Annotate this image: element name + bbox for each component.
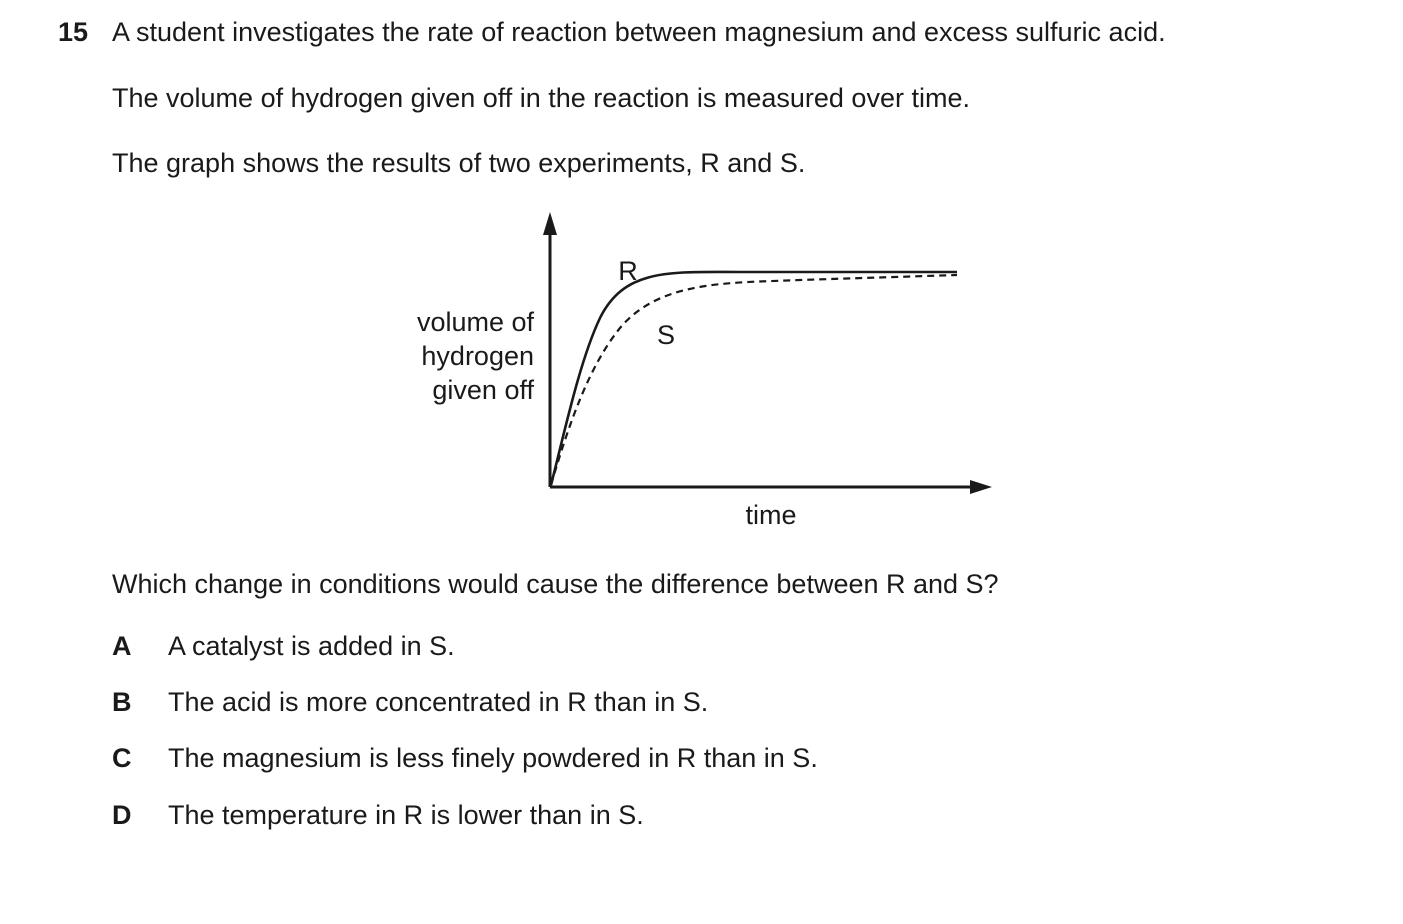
intro-line-1: A student investigates the rate of reaction between magnesium and excess sulfuric acid. — [112, 17, 1166, 47]
option-letter-a: A — [112, 631, 132, 661]
curve-s — [551, 275, 957, 485]
y-axis-label-line-2: hydrogen — [421, 341, 534, 371]
question-number: 15 — [58, 17, 89, 47]
question-prompt: Which change in conditions would cause the difference between R and S? — [112, 569, 999, 599]
intro-line-3: The graph shows the results of two experiments, R and S. — [112, 148, 806, 178]
option-text-d: The temperature in R is lower than in S. — [168, 800, 644, 830]
y-axis-label-line-3: given off — [432, 375, 534, 405]
curve-r — [551, 272, 957, 485]
option-text-a: A catalyst is added in S. — [168, 631, 455, 661]
option-text-b: The acid is more concentrated in R than in S. — [168, 687, 709, 717]
series-label-r: R — [618, 256, 638, 286]
x-axis-label: time — [745, 500, 797, 530]
series-label-s: S — [656, 320, 676, 350]
intro-line-2: The volume of hydrogen given off in the reaction is measured over time. — [112, 83, 970, 113]
option-letter-b: B — [112, 687, 132, 717]
y-axis-arrow — [543, 212, 557, 235]
y-axis-label-line-1: volume of — [416, 307, 534, 337]
option-letter-d: D — [112, 800, 132, 830]
y-axis-label — [417, 305, 534, 407]
x-axis-arrow — [970, 480, 992, 494]
option-letter-c: C — [112, 743, 132, 773]
option-text-c: The magnesium is less finely powdered in R than in S. — [168, 743, 818, 773]
